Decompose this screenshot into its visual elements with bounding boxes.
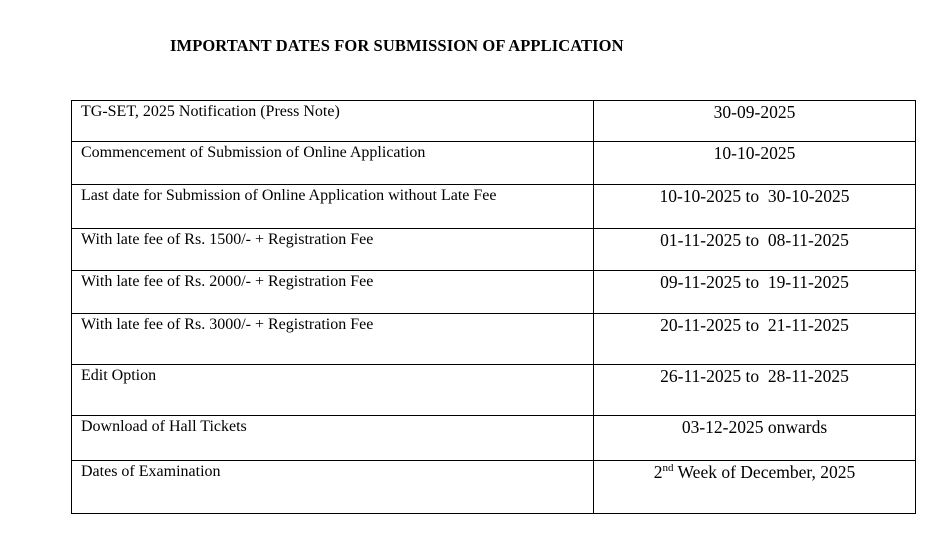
date-value: 26-11-2025 to 28-11-2025 <box>660 366 849 386</box>
table-row-late-fee-3000 <box>72 314 916 365</box>
event-cell: Download of Hall Tickets <box>72 416 594 461</box>
date-suffix: Week of December, 2025 <box>673 462 856 482</box>
date-cell <box>594 185 916 229</box>
date-value: 20-11-2025 to 21-11-2025 <box>660 315 849 335</box>
table-row-hall-tickets <box>72 416 916 461</box>
table-row-notification <box>72 101 916 142</box>
date-value: 30-09-2025 <box>713 102 796 122</box>
date-cell <box>594 142 916 185</box>
event-cell: Commencement of Submission of Online Application <box>72 142 594 185</box>
date-cell <box>594 461 916 514</box>
event-cell: Last date for Submission of Online Application without Late Fee <box>72 185 594 229</box>
date-cell <box>594 229 916 271</box>
event-cell: With late fee of Rs. 2000/- + Registration Fee <box>72 271 594 314</box>
date-value: 10-10-2025 to 30-10-2025 <box>659 186 850 206</box>
ordinal-suffix: nd <box>662 462 674 474</box>
page-title: IMPORTANT DATES FOR SUBMISSION OF APPLICATION <box>170 36 624 55</box>
event-cell: With late fee of Rs. 3000/- + Registration Fee <box>72 314 594 365</box>
table-row-edit-option <box>72 365 916 416</box>
table-row-last-date <box>72 185 916 229</box>
date-value: 03-12-2025 onwards <box>681 417 828 437</box>
event-cell: Edit Option <box>72 365 594 416</box>
table-row-late-fee-1500 <box>72 229 916 271</box>
date-value: 09-11-2025 to 19-11-2025 <box>660 272 849 292</box>
event-cell: Dates of Examination <box>72 461 594 514</box>
event-cell: TG-SET, 2025 Notification (Press Note) <box>72 101 594 142</box>
date-cell <box>594 271 916 314</box>
important-dates-table <box>71 100 916 514</box>
date-cell <box>594 314 916 365</box>
event-cell: With late fee of Rs. 1500/- + Registration Fee <box>72 229 594 271</box>
date-value <box>654 462 855 482</box>
date-cell <box>594 101 916 142</box>
date-value: 01-11-2025 to 08-11-2025 <box>660 230 849 250</box>
table-row-examination <box>72 461 916 514</box>
date-cell <box>594 365 916 416</box>
date-value: 10-10-2025 <box>713 143 796 163</box>
date-cell <box>594 416 916 461</box>
date-prefix: 2 <box>653 462 663 482</box>
table-row-commencement <box>72 142 916 185</box>
table-row-late-fee-2000 <box>72 271 916 314</box>
